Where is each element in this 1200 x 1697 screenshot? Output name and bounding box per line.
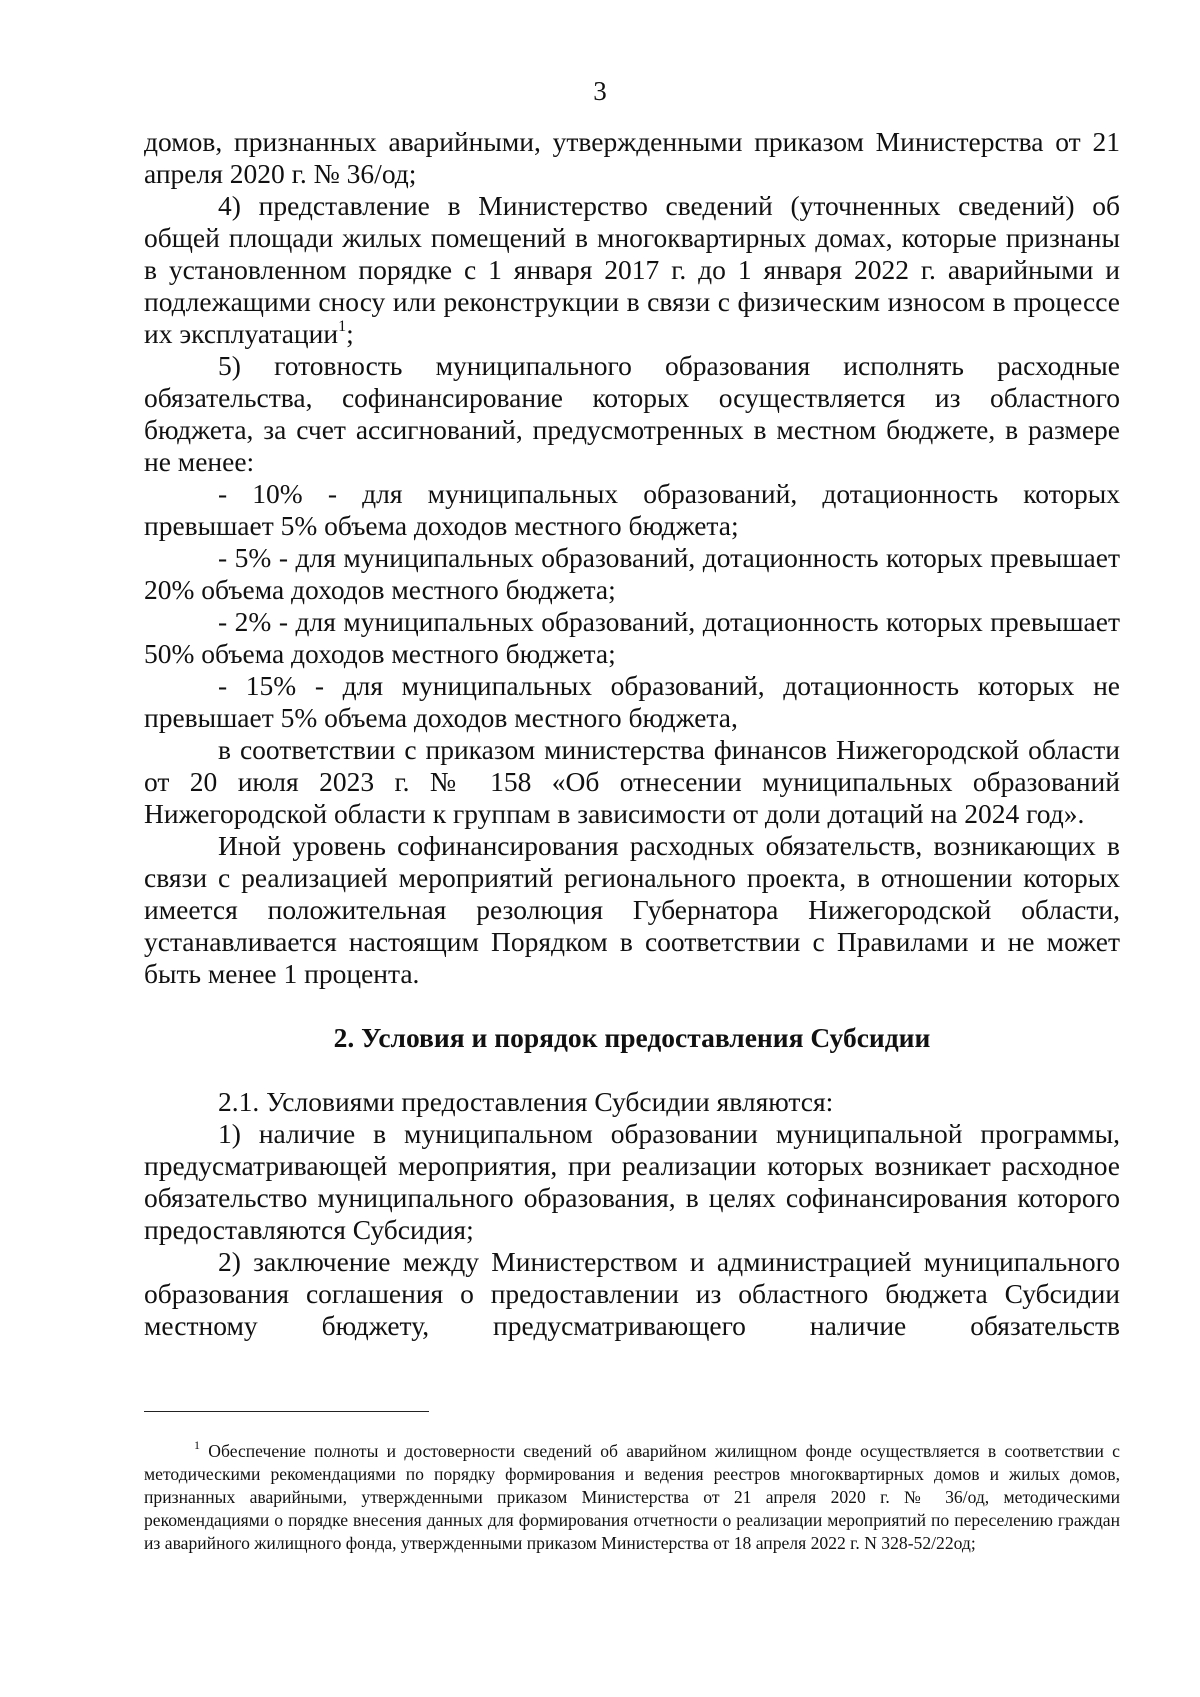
paragraph: в соответствии с приказом министерства финансов Нижегородской области от 20 июля 2023 г. № 158 «Об отнесении муниципальных образований Нижегородской области к группам в зависимости от доли дотаций на 2024 год». — [144, 734, 1120, 829]
paragraph-text: 4) представление в Министерство сведений (уточненных сведений) об общей площади жилых помещений в многоквартирных домах, которые признаны в установленном порядке с 1 января 2017 г. до 1 января 2022 г. аварийными и подлежащими сносу или реконструкции в связи с физическим износом в процессе их эксплуатации — [144, 190, 1120, 349]
footnote-reference[interactable]: 1 — [338, 317, 347, 335]
section-heading: 2. Условия и порядок предоставления Субсидии — [333, 1022, 931, 1053]
list-item-2-percent: - 2% - для муниципальных образований, дотационность которых превышает 50% объема доходов местного бюджета; — [144, 606, 1120, 669]
paragraph-item-4 — [144, 190, 1120, 350]
footnote — [144, 1440, 1120, 1555]
paragraph-item-2: 2) заключение между Министерством и администрацией муниципального образования соглашения о предоставлении из областного бюджета Субсидии местному бюджету, предусматривающего наличие обязательств — [144, 1246, 1120, 1341]
paragraph: Иной уровень софинансирования расходных обязательств, возникающих в связи с реализацией мероприятий регионального проекта, в отношении которых имеется положительная резолюция Губернатора Нижегородской области, устанавливается настоящим Порядком в соответствии с Правилами и не может быть менее 1 процента. — [144, 830, 1120, 989]
paragraph: домов, признанных аварийными, утвержденными приказом Министерства от 21 апреля 2020 г. № 36/од; — [144, 126, 1120, 189]
list-item-10-percent: - 10% - для муниципальных образований, дотационность которых превышает 5% объема доходов местного бюджета; — [144, 478, 1120, 541]
footnote-text-block — [144, 1440, 1120, 1555]
footnote-text: Обеспечение полноты и достоверности сведений об аварийном жилищном фонде осуществляется в соответствии с методическими рекомендациями по порядку формирования и ведения реестров многоквартирных домов и жилых домов, признанных аварийными, утвержденными приказом Министерства от 21 апреля 2020 г. № 36/од, методическими рекомендациями о порядке внесения данных для формирования отчетности о реализации мероприятий по переселению граждан из аварийного жилищного фонда, утвержденными приказом Министерства от 18 апреля 2022 г. N 328-52/22од; — [144, 1441, 1120, 1553]
list-item-15-percent: - 15% - для муниципальных образований, дотационность которых не превышает 5% объема доходов местного бюджета, — [144, 670, 1120, 733]
paragraph-item-5: 5) готовность муниципального образования исполнять расходные обязательства, софинансирование которых осуществляется из областного бюджета, за счет ассигнований, предусмотренных в местном бюджете, в размере не менее: — [144, 350, 1120, 477]
list-item-5-percent: - 5% - для муниципальных образований, дотационность которых превышает 20% объема доходов местного бюджета; — [144, 542, 1120, 605]
footnote-separator — [144, 1411, 429, 1412]
footnote-marker: 1 — [194, 1438, 200, 1453]
paragraph-item-1: 1) наличие в муниципальном образовании муниципальной программы, предусматривающей мероприятия, при реализации которых возникает расходное обязательство муниципального образования, в целях софинансирования которого предоставляются Субсидия; — [144, 1118, 1120, 1245]
page-number: 3 — [593, 76, 607, 106]
paragraph-end: ; — [346, 318, 354, 349]
paragraph-2-1: 2.1. Условиями предоставления Субсидии являются: — [218, 1086, 834, 1117]
document-body — [144, 126, 1120, 1342]
